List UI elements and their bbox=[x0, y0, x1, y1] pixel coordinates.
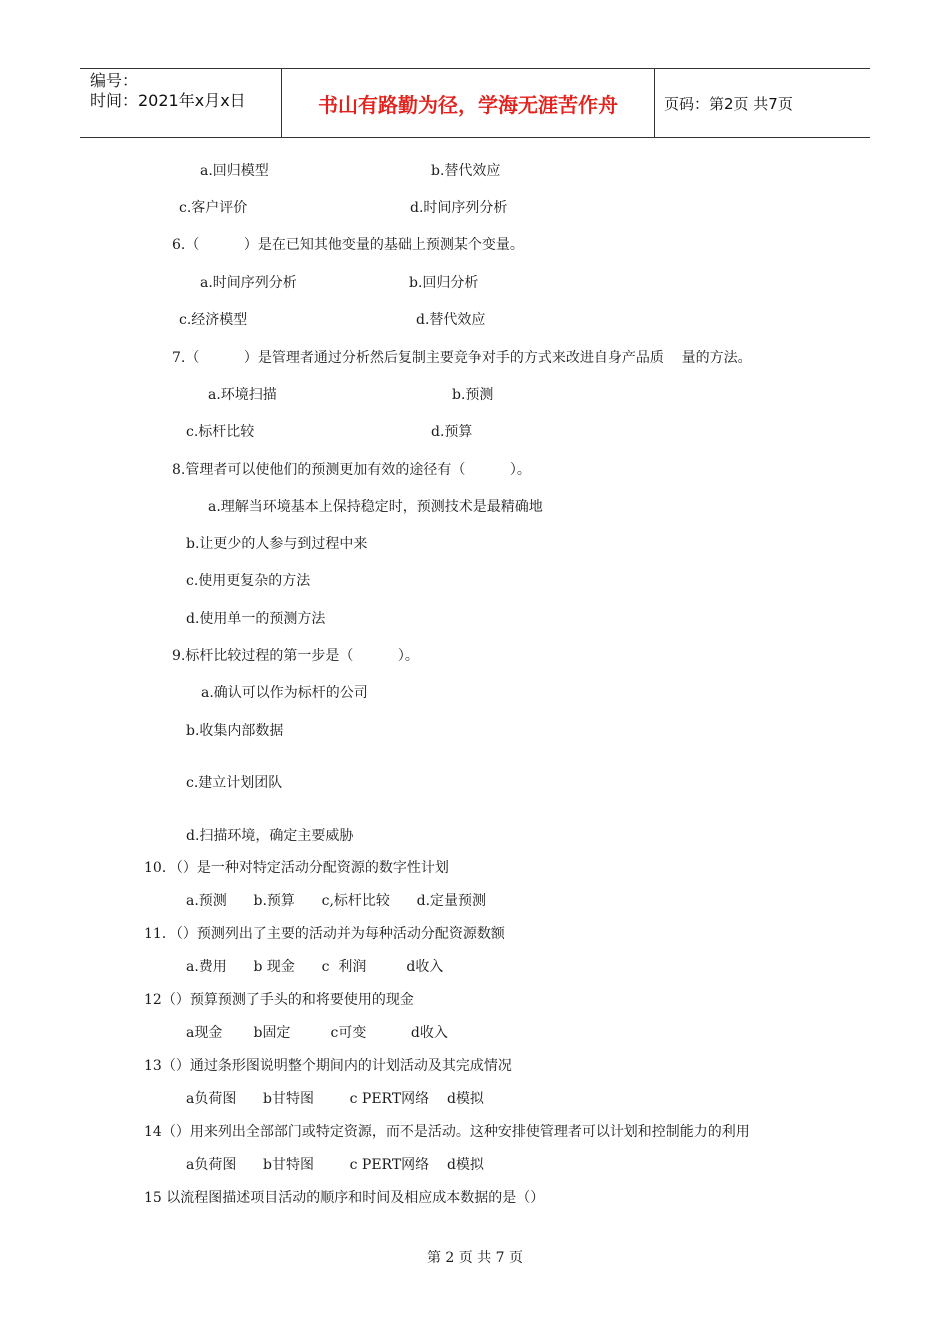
question-line: 11．（）预测列出了主要的活动并为每种活动分配资源数额 bbox=[144, 926, 505, 942]
header-divider-right bbox=[654, 69, 655, 137]
option-line: d.预算 bbox=[431, 424, 473, 440]
header-meta bbox=[90, 71, 280, 111]
option-line: d.时间序列分析 bbox=[410, 200, 508, 216]
option-line: a.费用 b 现金 c 利润 d收入 bbox=[186, 959, 444, 975]
option-line: a.环境扫描 bbox=[208, 387, 277, 403]
option-line: a负荷图 b甘特图 c PERT网络 d模拟 bbox=[186, 1091, 484, 1107]
option-line: b.替代效应 bbox=[431, 163, 501, 179]
option-line: a.时间序列分析 bbox=[200, 275, 297, 291]
question-line: 10．（）是一种对特定活动分配资源的数字性计划 bbox=[144, 860, 449, 876]
option-line: c.使用更复杂的方法 bbox=[186, 573, 311, 589]
option-line: c.建立计划团队 bbox=[186, 775, 283, 791]
option-line: d.扫描环境，确定主要威胁 bbox=[186, 828, 354, 844]
header-page-info: 页码：第2页 共7页 bbox=[664, 94, 793, 113]
option-line: b.让更少的人参与到过程中来 bbox=[186, 536, 368, 552]
header-motto: 书山有路勤为径，学海无涯苦作舟 bbox=[318, 92, 618, 117]
page-header bbox=[80, 68, 870, 138]
option-line: b.回归分析 bbox=[409, 275, 479, 291]
question-line: 15 以流程图描述项目活动的顺序和时间及相应成本数据的是（） bbox=[144, 1190, 545, 1206]
question-line: 9.标杆比较过程的第一步是（ ）。 bbox=[172, 648, 419, 664]
option-line: a.理解当环境基本上保持稳定时，预测技术是最精确地 bbox=[208, 499, 543, 515]
option-line: b.预测 bbox=[452, 387, 494, 403]
date-label: 时间：2021年x月x日 bbox=[90, 91, 246, 110]
number-label: 编号： bbox=[90, 71, 139, 90]
question-line: 12（）预算预测了手头的和将要使用的现金 bbox=[144, 992, 414, 1008]
option-line: d.替代效应 bbox=[416, 312, 486, 328]
question-line: 7.（ ）是管理者通过分析然后复制主要竞争对手的方式来改进自身产品质 量的方法。 bbox=[172, 350, 752, 366]
page-footer: 第 2 页 共 7 页 bbox=[426, 1250, 524, 1266]
option-line: b.收集内部数据 bbox=[186, 723, 284, 739]
option-line: c.标杆比较 bbox=[186, 424, 255, 440]
option-line: a.确认可以作为标杆的公司 bbox=[201, 685, 368, 701]
option-line: a.预测 b.预算 c,标杆比较 d.定量预测 bbox=[186, 893, 487, 909]
question-line: 8.管理者可以使他们的预测更加有效的途径有（ ）。 bbox=[172, 462, 531, 478]
question-line: 14（）用来列出全部部门或特定资源，而不是活动。这种安排使管理者可以计划和控制能力的利用 bbox=[144, 1124, 750, 1140]
option-line: a现金 b固定 c可变 d收入 bbox=[186, 1025, 448, 1041]
option-line: c.经济模型 bbox=[179, 312, 248, 328]
question-line: 6.（ ）是在已知其他变量的基础上预测某个变量。 bbox=[172, 237, 524, 253]
option-line: a负荷图 b甘特图 c PERT网络 d模拟 bbox=[186, 1157, 484, 1173]
option-line: c.客户评价 bbox=[179, 200, 248, 216]
option-line: a.回归模型 bbox=[200, 163, 269, 179]
option-line: d.使用单一的预测方法 bbox=[186, 611, 326, 627]
question-line: 13（）通过条形图说明整个期间内的计划活动及其完成情况 bbox=[144, 1058, 512, 1074]
